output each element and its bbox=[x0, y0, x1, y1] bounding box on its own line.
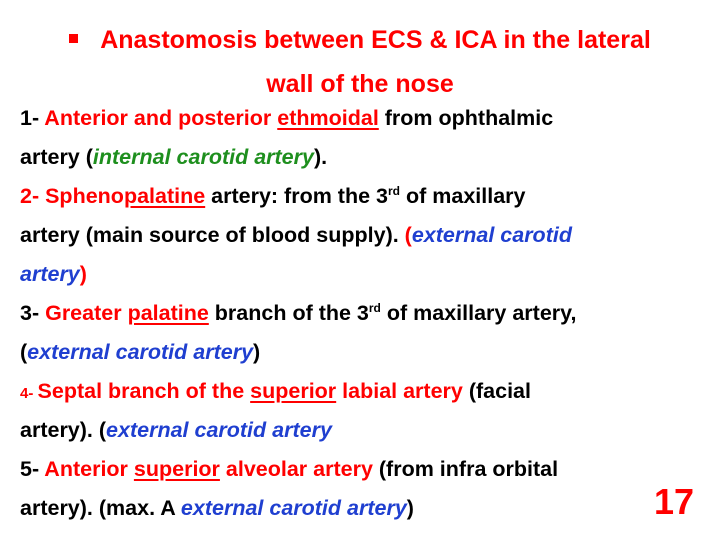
item-3-number: 3- bbox=[20, 301, 46, 325]
title-line-1: Anastomosis between ECS & ICA in the lateral bbox=[0, 18, 720, 62]
square-bullet-icon bbox=[69, 34, 78, 43]
item-1-number: 1- bbox=[20, 106, 45, 130]
item-1-line-2: artery (internal carotid artery). bbox=[20, 145, 328, 169]
item-4-line-2: artery). (external carotid artery bbox=[20, 418, 332, 442]
item-5-line-2: artery). (max. A external carotid artery) bbox=[20, 496, 414, 520]
external-carotid-label: external carotid artery bbox=[180, 496, 407, 520]
palatine-term: palatine bbox=[123, 184, 206, 208]
item-3-line-2: (external carotid artery) bbox=[20, 340, 261, 364]
external-carotid-label: external carotid bbox=[411, 223, 572, 247]
item-4-number: 4- bbox=[20, 385, 38, 402]
item-4-line-1: 4- Septal branch of the superior labial artery (facial bbox=[20, 379, 531, 403]
item-5-line-1: 5- Anterior superior alveolar artery (from infra orbital bbox=[20, 457, 559, 481]
palatine-term: palatine bbox=[127, 301, 209, 325]
superior-term: superior bbox=[133, 457, 220, 481]
internal-carotid-label: internal carotid artery bbox=[92, 145, 314, 169]
item-2-line-1: 2- Sphenopalatine artery: from the 3rd of maxillary bbox=[20, 184, 526, 208]
item-2-line-2: artery (main source of blood supply). (external carotid bbox=[20, 223, 572, 247]
item-2-number: 2- bbox=[20, 184, 46, 208]
item-2-line-3: artery) bbox=[20, 262, 87, 286]
item-3-line-1: 3- Greater palatine branch of the 3rd of maxillary artery, bbox=[20, 301, 577, 325]
superior-term: superior bbox=[250, 379, 337, 403]
ethmoidal-term: ethmoidal bbox=[277, 106, 379, 130]
external-carotid-label: external carotid artery bbox=[27, 340, 254, 364]
item-5-number: 5- bbox=[20, 457, 45, 481]
page-number: 17 bbox=[653, 481, 694, 522]
slide-body bbox=[20, 99, 710, 528]
slide-title bbox=[0, 18, 720, 106]
external-carotid-label: external carotid artery bbox=[106, 418, 332, 442]
item-1-line-1: 1- Anterior and posterior ethmoidal from ophthalmic bbox=[20, 106, 554, 130]
title-line-2: wall of the nose bbox=[266, 70, 454, 98]
